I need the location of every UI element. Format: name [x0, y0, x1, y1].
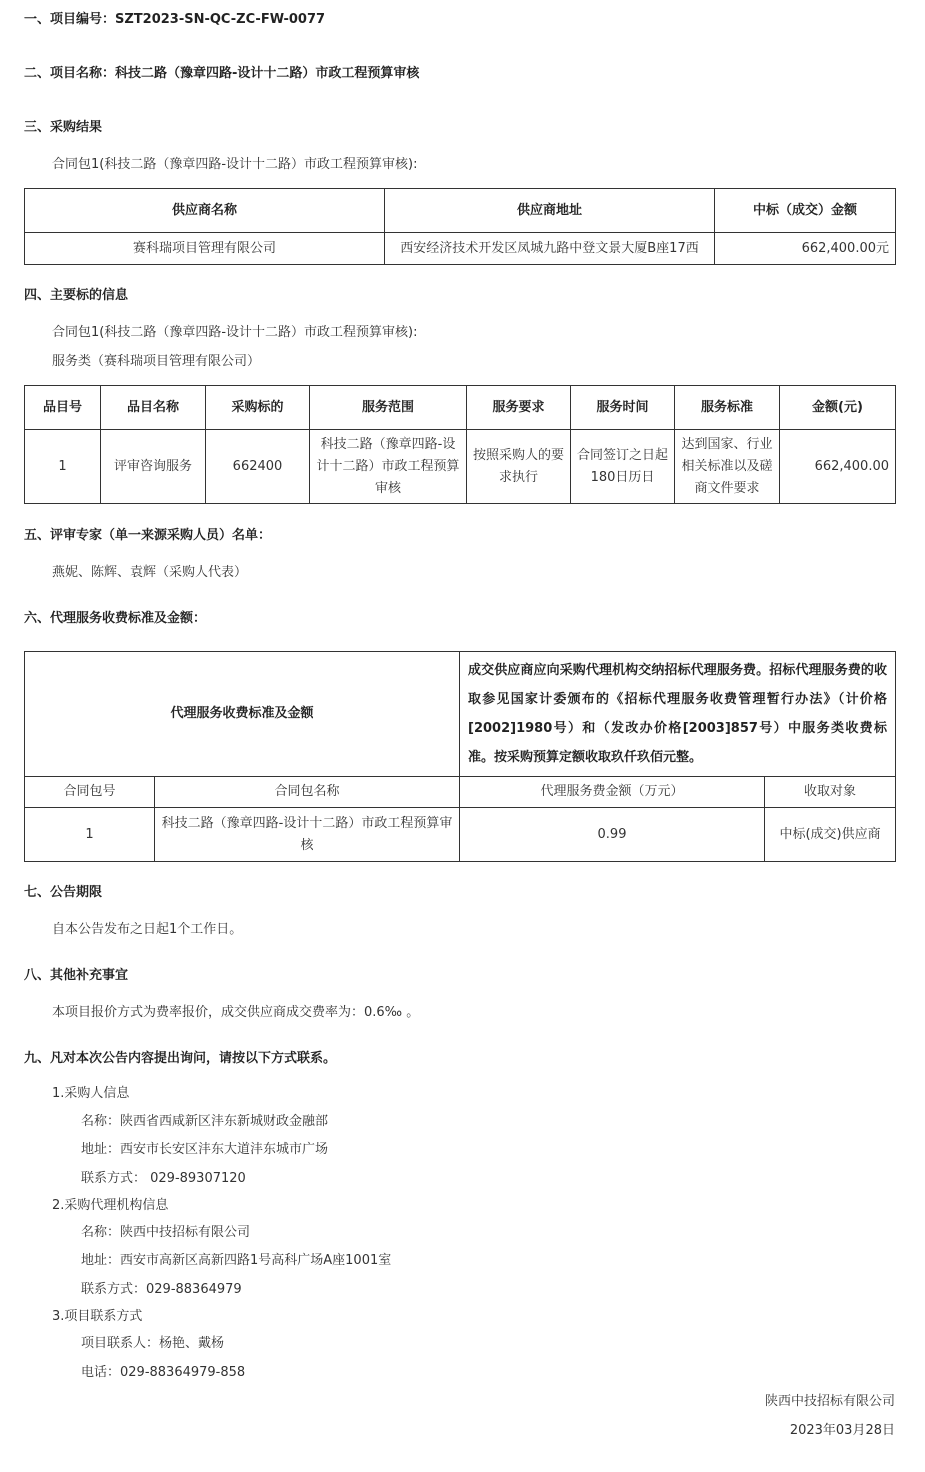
header-supplier-name: 供应商名称 — [25, 189, 385, 233]
cell-service-scope: 科技二路（豫章四路-设计十二路）市政工程预算审核 — [310, 430, 467, 504]
header-charge-target: 收取对象 — [765, 777, 896, 808]
header-service-standard: 服务标准 — [675, 386, 780, 430]
agency-name: 名称：陕西中技招标有限公司 — [81, 1225, 251, 1240]
section-main-items: 四、主要标的信息 — [24, 288, 129, 303]
header-package-no: 合同包号 — [25, 777, 155, 808]
items-table — [24, 385, 896, 504]
footer-company: 陕西中技招标有限公司 — [764, 1394, 895, 1409]
agency-address: 地址：西安市高新区高新四路1号高科广场A座1001室 — [81, 1253, 392, 1268]
fee-standard-row — [25, 652, 896, 777]
purchaser-contact: 联系方式： 029-89307120 — [81, 1171, 246, 1186]
table-header-row — [25, 189, 896, 233]
project-contact-phone: 电话：029-88364979-858 — [81, 1365, 246, 1380]
footer-date: 2023年03月28日 — [789, 1423, 895, 1438]
header-service-time: 服务时间 — [571, 386, 675, 430]
header-service-requirement: 服务要求 — [467, 386, 571, 430]
header-item-no: 品目号 — [25, 386, 101, 430]
table-row — [25, 808, 896, 862]
table-header-row — [25, 777, 896, 808]
cell-charge-target: 中标(成交)供应商 — [765, 808, 896, 862]
cell-fee-amount: 0.99 — [460, 808, 765, 862]
purchaser-name: 名称：陕西省西咸新区沣东新城财政金融部 — [81, 1114, 329, 1129]
category-label: 服务类（赛科瑞项目管理有限公司） — [52, 354, 261, 369]
project-contact-person: 项目联系人：杨艳、戴杨 — [81, 1336, 225, 1351]
purchaser-address: 地址：西安市长安区沣东大道沣东城市广场 — [81, 1142, 329, 1157]
agency-contact: 联系方式：029-88364979 — [81, 1282, 242, 1297]
project-contact-title: 3.项目联系方式 — [52, 1309, 143, 1324]
section-other-matters: 八、其他补充事宜 — [24, 968, 129, 983]
section-agency-fee: 六、代理服务收费标准及金额： — [24, 611, 207, 626]
cell-procurement-target: 662400 — [206, 430, 310, 504]
table-row — [25, 430, 896, 504]
section-review-experts: 五、评审专家（单一来源采购人员）名单： — [24, 528, 272, 543]
section-announcement-period: 七、公告期限 — [24, 885, 103, 900]
package-label: 合同包1(科技二路（豫章四路-设计十二路）市政工程预算审核): — [52, 325, 418, 340]
table-row — [25, 233, 896, 265]
header-bid-amount: 中标（成交）金额 — [715, 189, 896, 233]
header-fee-amount: 代理服务费金额（万元） — [460, 777, 765, 808]
cell-supplier-address: 西安经济技术开发区凤城九路中登文景大厦B座17西 — [385, 233, 715, 265]
fee-table — [24, 651, 896, 862]
fee-standard-description: 成交供应商应向采购代理机构交纳招标代理服务费。招标代理服务费的收取参见国家计委颁布的《招标代理服务收费管理暂行办法》（计价格[2002]1980号）和（发改办价格[2003]857号）中服务类收费标准。按采购预算定额收取玖仟玖佰元整。 — [460, 652, 896, 777]
result-table — [24, 188, 896, 265]
header-item-name: 品目名称 — [101, 386, 206, 430]
purchaser-title: 1.采购人信息 — [52, 1086, 130, 1101]
header-package-name: 合同包名称 — [155, 777, 460, 808]
header-procurement-target: 采购标的 — [206, 386, 310, 430]
agency-title: 2.采购代理机构信息 — [52, 1198, 169, 1213]
table-header-row — [25, 386, 896, 430]
section-contact: 九、凡对本次公告内容提出询问，请按以下方式联系。 — [24, 1051, 337, 1066]
expert-names: 燕妮、陈辉、袁辉（采购人代表） — [52, 565, 248, 580]
cell-service-standard: 达到国家、行业相关标准以及磋商文件要求 — [675, 430, 780, 504]
announcement-period-text: 自本公告发布之日起1个工作日。 — [52, 922, 243, 937]
other-matters-text: 本项目报价方式为费率报价，成交供应商成交费率为：0.6‰ 。 — [52, 1005, 420, 1020]
cell-supplier-name: 赛科瑞项目管理有限公司 — [25, 233, 385, 265]
header-service-scope: 服务范围 — [310, 386, 467, 430]
package-label: 合同包1(科技二路（豫章四路-设计十二路）市政工程预算审核): — [52, 157, 418, 172]
cell-service-time: 合同签订之日起180日历日 — [571, 430, 675, 504]
cell-package-name: 科技二路（豫章四路-设计十二路）市政工程预算审核 — [155, 808, 460, 862]
section-project-number: 一、项目编号：SZT2023-SN-QC-ZC-FW-0077 — [24, 12, 326, 27]
header-amount: 金额(元) — [780, 386, 896, 430]
cell-item-no: 1 — [25, 430, 101, 504]
cell-package-no: 1 — [25, 808, 155, 862]
section-project-name: 二、项目名称：科技二路（豫章四路-设计十二路）市政工程预算审核 — [24, 66, 420, 81]
section-procurement-result: 三、采购结果 — [24, 120, 103, 135]
cell-amount: 662,400.00 — [780, 430, 896, 504]
cell-item-name: 评审咨询服务 — [101, 430, 206, 504]
header-supplier-address: 供应商地址 — [385, 189, 715, 233]
fee-standard-title: 代理服务收费标准及金额 — [25, 652, 460, 777]
cell-bid-amount: 662,400.00元 — [715, 233, 896, 265]
cell-service-requirement: 按照采购人的要求执行 — [467, 430, 571, 504]
